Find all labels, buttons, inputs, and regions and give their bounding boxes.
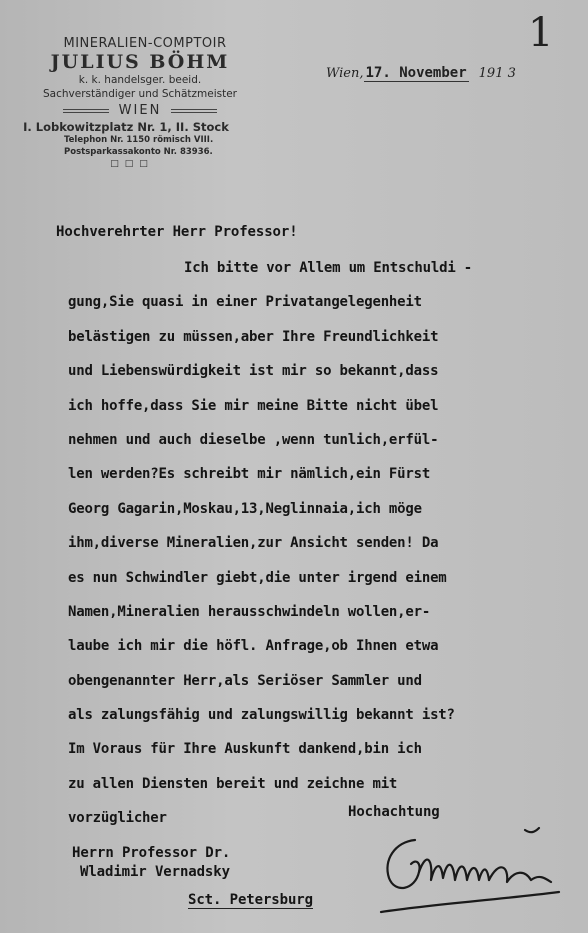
body-line: zu allen Diensten bereit und zeichne mit [68, 775, 398, 792]
date-place: Wien, [326, 66, 364, 81]
letterhead [0, 36, 280, 169]
letterhead-name: JULIUS BÖHM [50, 51, 230, 73]
body-line: ihm,diverse Mineralien,zur Ansicht senden! Da [68, 535, 439, 552]
closing: Hochachtung [348, 804, 440, 820]
body-line: Ich bitte vor Allem um Entschuldi - [184, 260, 473, 276]
date-typed: 17. November [365, 65, 467, 81]
body-line: Georg Gagarin,Moskau,13,Neglinnaia,ich möge [68, 500, 422, 517]
body-line: Im Voraus für Ihre Auskunft dankend,bin ich [68, 741, 422, 758]
recipient-line-3: Sct. Petersburg [188, 892, 313, 908]
body-line: len werden?Es schreibt mir nämlich,ein Fürst [68, 466, 431, 483]
body-line: ich hoffe,dass Sie mir meine Bitte nicht übel [68, 397, 439, 414]
body-line: und Liebenswürdigkeit ist mir so bekannt,dass [68, 363, 439, 380]
body-line: laube ich mir die höfl. Anfrage,ob Ihnen etwa [68, 638, 439, 655]
letterhead-title-1: k. k. handelsger. beeid. [78, 74, 202, 86]
letterhead-telephone: Telephon Nr. 1150 römisch VIII. [64, 135, 214, 145]
body-line: als zalungsfähig und zalungswillig bekannt ist? [68, 707, 455, 724]
body-line: vorzüglicher [68, 810, 167, 827]
letterhead-city: WIEN [0, 103, 280, 118]
body-line: nehmen und auch dieselbe ,wenn tunlich,erfül- [68, 431, 439, 448]
letter-body [68, 258, 588, 843]
body-line: Namen,Mineralien herausschwindeln wollen,er- [68, 603, 431, 620]
date-year: 191 3 [478, 66, 516, 81]
body-line: obengenannter Herr,als Seriöser Sammler und [68, 672, 422, 689]
letterhead-address: I. Lobkowitzplatz Nr. 1, II. Stock [23, 120, 229, 134]
body-line: es nun Schwindler giebt,die unter irgend einem [68, 569, 447, 586]
page-number: 1 [528, 10, 554, 56]
letterhead-postal: Postsparkassakonto Nr. 83936. [64, 147, 213, 157]
signature-icon [375, 820, 565, 924]
recipient-line-1: Herrn Professor Dr. [72, 845, 231, 861]
recipient-line-2: Wladimir Vernadsky [80, 864, 230, 880]
salutation: Hochverehrter Herr Professor! [56, 224, 298, 240]
letterhead-boxes: □□□ [110, 159, 154, 169]
date-line [326, 62, 516, 81]
letterhead-company: MINERALIEN-COMPTOIR [63, 36, 227, 51]
body-line: gung,Sie quasi in einer Privatangelegenheit [68, 294, 422, 311]
body-line: belästigen zu müssen,aber Ihre Freundlichkeit [68, 328, 439, 345]
letterhead-title-2: Sachverständiger und Schätzmeister [43, 88, 237, 100]
